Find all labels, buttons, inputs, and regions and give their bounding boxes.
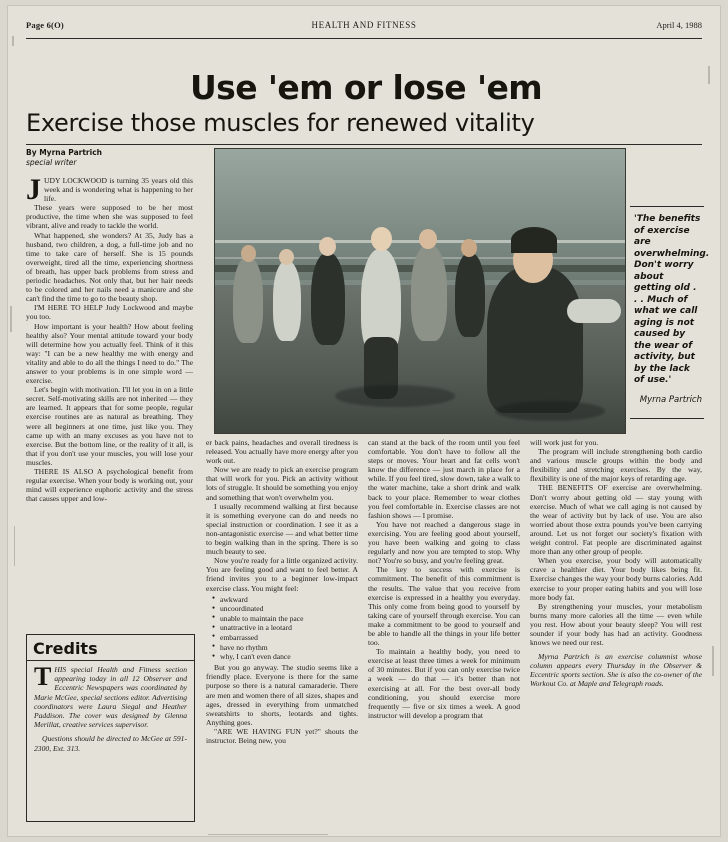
body-column-1 <box>26 173 193 504</box>
body-paragraph: THE BENEFITS OF exercise are overwhelming. Don't worry about getting old — stay young with exercise. Much of what we call aging is not caused by the wear of activity but by lack of use. You are also worried about those extra pounds you've been carrying around. Let us not forget our society's fixation with weight control. Fat people are discriminated against more than any other group of people. <box>530 483 702 557</box>
body-paragraph: You have not reached a dangerous stage in exercising. You are feeling good about yourself, you have been walking and going to class regularly and now you are tempted to stop. Why not? You're so busy, and you're feeling great. <box>368 519 520 566</box>
body-paragraph: By strengthening your muscles, your metabolism burns many more calories all the time — even while you rest. How about your beauty sleep? You will rest sounder if your body has had an activity. Goodness knows we need our rest. <box>530 601 702 648</box>
credits-text <box>27 662 194 762</box>
photo-figure <box>455 253 485 337</box>
section-title: HEALTH AND FITNESS <box>311 20 417 30</box>
photo-figure-head <box>279 249 294 265</box>
list-item: ● have no rhythm <box>220 643 358 652</box>
credits-box <box>26 634 195 822</box>
photo-figure <box>273 261 301 341</box>
photo-figure-head <box>241 245 256 262</box>
body-paragraph: Let's begin with motivation. I'll let you in on a little secret. Self-motivating skills are not inherited — they are learned. It appears that for some people, regular exercise routines are as natural as breathing. They were all beginners at one time, just like you. They came up with an many excuses as you have not to exercise. But the bottom line, or the reality of it all, is that if you don't use your muscles, you will lose your muscles. <box>26 385 193 467</box>
photo-figure <box>233 257 263 343</box>
list-item: ● unable to maintain the pace <box>220 614 358 623</box>
photo-figure <box>311 253 345 345</box>
list-item: ● awkward <box>220 595 358 604</box>
photo-figure-head <box>419 229 437 249</box>
credits-paragraph: Questions should be directed to McGee at 591-2300, Ext. 313. <box>34 734 187 753</box>
dropcap-t: T <box>34 662 52 691</box>
feelings-list <box>206 595 358 662</box>
photo-shadow <box>495 401 605 421</box>
body-paragraph: er back pains, headaches and overall tiredness is released. You actually have more energy after you work out. <box>206 438 358 466</box>
body-paragraph: How important is your health? How about feeling healthy also? Your mental attitude toward your body will determine how you actually feel. Think of it this way: "I can be a new healthy me with energy and vitality and able to do all the things I need to do." The answer to your problems is in one simple word — exercise. <box>26 321 193 386</box>
body-paragraph: "ARE WE HAVING FUN yet?" shouts the instructor. Being new, you <box>206 726 358 745</box>
body-paragraph: will work just for you. <box>530 438 599 447</box>
body-column-3 <box>368 438 520 720</box>
author-bio: Myrna Partrich is an exercise columnist whose column appears every Thursday in the Observer & Eccentric sports section. She is also the co-owner of the Workout Co. at Maple and Telegraph roads. <box>530 652 702 689</box>
page-number: Page 6(O) <box>26 20 64 30</box>
photo-figure <box>411 245 447 341</box>
page-title: Use 'em or lose 'em <box>189 68 543 107</box>
pullquote-text: 'The benefits of exercise are overwhelming. Don't worry about getting old . . . Much of what we call aging is not caused by the wear of activity, but by the lack of use.' <box>634 214 710 385</box>
page-subtitle: Exercise those muscles for renewed vitality <box>26 109 535 137</box>
list-item: ● embarrassed <box>220 633 358 642</box>
aerobics-class-photo <box>214 148 626 434</box>
divider <box>26 144 702 145</box>
body-paragraph: These years were supposed to be her most productive, the time when she was supposed to feel vibrant, alive and ready to tackle the world. <box>26 203 193 231</box>
credits-divider <box>27 660 194 661</box>
credits-paragraph: HIS special Health and Fitness section appearing today in all 12 Observer and Eccentric Newspapers was coordinated by Marie McGee, special sections editor. Advertising coordinators were Laura Siegal and Heather Paddison. The cover was designed by Glenna Merillat, creative services supervisor. <box>34 665 187 730</box>
pullquote-rule-bottom <box>630 418 704 419</box>
byline-name: By Myrna Partrich <box>26 148 102 157</box>
body-paragraph: I usually recommend walking at first because it is something everyone can do and needs no special instruction or coordination. I see it as a non-antagonistic exercise — and what better time to begin walking than in the spring. There is so much beauty to see. <box>206 501 358 557</box>
list-item: ● why, I can't even dance <box>220 652 358 661</box>
body-paragraph: Now we are ready to pick an exercise program that will work for you. Pick an activity without lots of struggle. It should be something you enjoy and something that won't overwhelm you. <box>206 465 358 502</box>
photo-instructor-hair <box>511 227 557 253</box>
body-column-4 <box>530 438 702 689</box>
body-paragraph: But you go anyway. The studio seems like a friendly place. Everyone is there for the same purpose so there is a natural camaraderie. There are men and women there of all sizes, shapes and ages, dressed in everything from unmatched sweatshirts to shorts, leotards and tights. Anything goes. <box>206 663 358 727</box>
pullquote-rule-top <box>630 206 704 207</box>
body-paragraph: UDY LOCKWOOD is turning 35 years old this week and is wondering what is happening to her life. <box>44 176 193 204</box>
body-paragraph: The key to success with exercise is commitment. The benefit of this commitment is the results. The value that you receive from exercise is expressed in a healthy you everyday. This only come from being good to yourself by taking care of yourself through exercise. You can make a commitment to be good to yourself and be able to handle all the things in your life better too. <box>368 565 520 648</box>
page-sheet <box>8 6 720 836</box>
body-paragraph: THERE IS ALSO A psychological benefit from regular exercise. When your body is working out, your mind will experience euphoric activity and the stress that causes upper and low- <box>26 467 193 504</box>
photo-figure-head <box>371 227 392 251</box>
pullquote <box>634 214 710 406</box>
photo-shadow <box>335 385 455 407</box>
body-paragraph: The program will include strengthening both cardio and various muscle groups within the body and flexibility and stretching exercises. By the way, flexibility is one of the major keys of retarding age. <box>530 447 702 484</box>
list-item: ● unattractive in a leotard <box>220 623 358 632</box>
issue-date: April 4, 1988 <box>656 20 702 30</box>
body-paragraph: can stand at the back of the room until you feel comfortable. You don't have to follow all the steps or moves. Your heart and fat cells won't know the difference — just march in place for a while. If you feel tired, slow down, take a walk to the water machine, take a short drink and walk back to your place. Remember to wear clothes you feel comfortable in. Exercise classes are not fashion shows — I promise. <box>368 438 520 520</box>
dropcap-j: J <box>26 173 41 206</box>
photo-instructor-body <box>487 267 583 413</box>
byline-role: special writer <box>26 158 77 167</box>
byline <box>26 148 186 168</box>
body-paragraph: To maintain a healthy body, you need to exercise at least three times a week for minimum of 30 minutes. But if you can only exercise twice a week — do that — it's better than not exercising at all. For the best over-all body conditioning, you should exercise more frequently — five or six times a week. A good instructor will develop a program that <box>368 647 520 720</box>
photo-instructor-arm <box>567 299 621 323</box>
body-column-2 <box>206 438 358 745</box>
pullquote-attribution: Myrna Partrich <box>639 394 702 405</box>
body-paragraph: I'M HERE TO HELP Judy Lockwood and maybe you too. <box>26 303 193 322</box>
body-paragraph: When you exercise, your body will automatically crave a healthier diet. Your body likes being fit. Exercise changes the way your body burns calories. Add exercise to your proper eating habits and you will lose more body fat. <box>530 556 702 602</box>
photo-figure-head <box>461 239 477 257</box>
body-paragraph: Now you're ready for a little organized activity. You are feeling good and want to feel better. A friend invites you to a beginner low-impact exercise class. You might feel: <box>206 556 358 593</box>
photo-figure-head <box>319 237 336 256</box>
masthead <box>26 20 702 39</box>
body-paragraph: What happened, she wonders? At 35, Judy has a husband, two children, a dog, a full-time job and no time to take care of herself. She is 15 pounds overweight, tired all the time, experiencing shortness of breath, has upper back problems from stress and periodic headaches. Not only that, but her hair needs to be colored and her nails need a manicure and she can't find the time to go to the beauty shop. <box>26 230 193 304</box>
credits-title: Credits <box>33 639 98 658</box>
list-item: ● uncoordinated <box>220 604 358 613</box>
